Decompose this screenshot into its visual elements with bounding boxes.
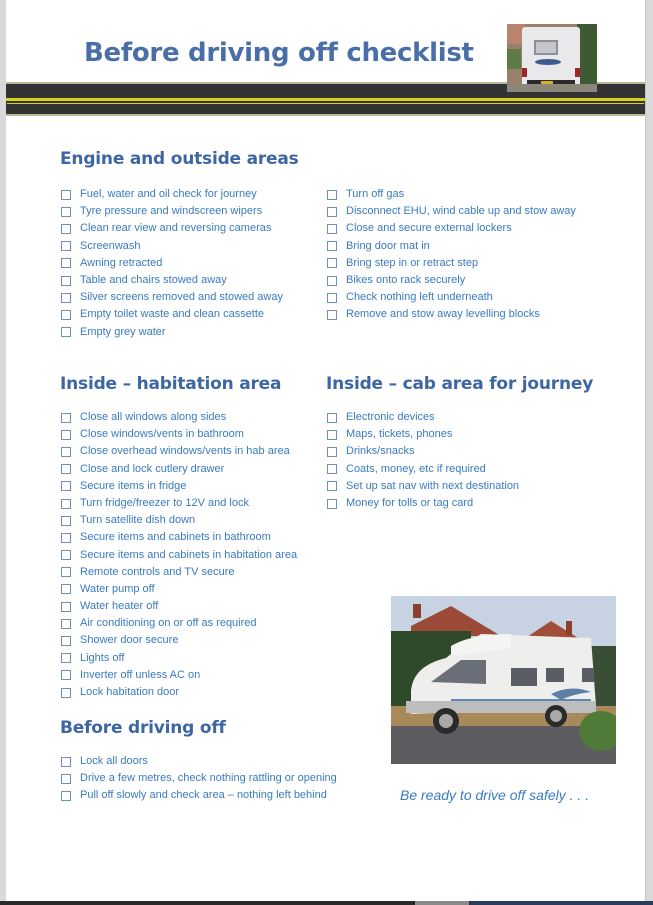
- checklist-item[interactable]: [61, 306, 283, 323]
- checklist-item[interactable]: [327, 220, 576, 237]
- checkbox[interactable]: [61, 293, 71, 303]
- checkbox[interactable]: [61, 447, 71, 457]
- checkbox[interactable]: [61, 619, 71, 629]
- checklist-item[interactable]: [61, 495, 297, 512]
- checklist-item[interactable]: [61, 443, 297, 460]
- checkbox[interactable]: [61, 499, 71, 509]
- checklist-item[interactable]: [61, 186, 283, 203]
- checkbox[interactable]: [61, 276, 71, 286]
- motorhome-side-image: [391, 596, 616, 764]
- item-label: Bring step in or retract step: [346, 256, 479, 269]
- checkbox[interactable]: [61, 310, 71, 320]
- checkbox[interactable]: [61, 533, 71, 543]
- item-label: Water pump off: [80, 582, 155, 595]
- item-label: Turn fridge/freezer to 12V and lock: [80, 496, 249, 509]
- checkbox[interactable]: [61, 550, 71, 560]
- item-label: Bring door mat in: [346, 239, 430, 252]
- checkbox[interactable]: [61, 190, 71, 200]
- section-title-driving: Before driving off: [60, 718, 226, 738]
- item-label: Set up sat nav with next destination: [346, 479, 520, 492]
- item-label: Empty grey water: [80, 325, 166, 338]
- checkbox[interactable]: [327, 413, 337, 423]
- item-label: Close overhead windows/vents in hab area: [80, 445, 290, 458]
- checkbox[interactable]: [61, 464, 71, 474]
- engine-right-list: [327, 186, 576, 324]
- checklist-item[interactable]: [61, 684, 297, 701]
- checklist-item[interactable]: [61, 529, 297, 546]
- checklist-item[interactable]: [61, 461, 297, 478]
- item-label: Silver screens removed and stowed away: [80, 291, 283, 304]
- item-label: Close and secure external lockers: [346, 222, 512, 235]
- checklist-item[interactable]: [61, 650, 297, 667]
- checklist-item[interactable]: [61, 426, 297, 443]
- item-label: Secure items and cabinets in bathroom: [80, 531, 271, 544]
- checklist-item[interactable]: [61, 787, 337, 804]
- engine-left-list: [61, 186, 283, 341]
- checklist-item[interactable]: [61, 289, 283, 306]
- item-label: Close windows/vents in bathroom: [80, 428, 244, 441]
- item-label: Awning retracted: [80, 256, 163, 269]
- item-label: Remove and stow away levelling blocks: [346, 308, 540, 321]
- section-title-cab: Inside – cab area for journey: [326, 374, 594, 394]
- item-label: Drinks/snacks: [346, 445, 415, 458]
- checkbox[interactable]: [61, 516, 71, 526]
- page-title: Before driving off checklist: [84, 38, 474, 68]
- checklist-item[interactable]: [327, 443, 519, 460]
- footer-caption: Be ready to drive off safely . . .: [400, 787, 590, 803]
- checklist-item[interactable]: [327, 255, 576, 272]
- item-label: Secure items and cabinets in habitation area: [80, 548, 298, 561]
- checkbox[interactable]: [327, 276, 337, 286]
- checklist-item[interactable]: [327, 272, 576, 289]
- checklist-item[interactable]: [327, 289, 576, 306]
- driving-list: [61, 753, 337, 805]
- item-label: Secure items in fridge: [80, 479, 187, 492]
- item-label: Air conditioning on or off as required: [80, 617, 257, 630]
- item-label: Turn satellite dish down: [80, 514, 196, 527]
- checkbox[interactable]: [61, 327, 71, 337]
- checkbox[interactable]: [61, 670, 71, 680]
- checklist-item[interactable]: [327, 306, 576, 323]
- item-label: Shower door secure: [80, 634, 179, 647]
- item-label: Table and chairs stowed away: [80, 273, 227, 286]
- item-label: Tyre pressure and windscreen wipers: [80, 205, 263, 218]
- checklist-item[interactable]: [327, 203, 576, 220]
- item-label: Inverter off unless AC on: [80, 668, 201, 681]
- cab-list: [327, 409, 519, 512]
- checklist-item[interactable]: [61, 632, 297, 649]
- checklist-item[interactable]: [61, 324, 283, 341]
- checklist-item[interactable]: [327, 478, 519, 495]
- checkbox[interactable]: [61, 207, 71, 217]
- item-label: Disconnect EHU, wind cable up and stow away: [346, 205, 576, 218]
- checkbox[interactable]: [327, 481, 337, 491]
- checkbox[interactable]: [61, 653, 71, 663]
- checkbox[interactable]: [61, 602, 71, 612]
- checkbox[interactable]: [327, 293, 337, 303]
- checkbox[interactable]: [327, 190, 337, 200]
- checklist-page: [6, 0, 646, 901]
- item-label: Pull off slowly and check area – nothing left behind: [80, 789, 327, 802]
- motorhome-rear-photo: [507, 24, 597, 92]
- checklist-item[interactable]: [61, 581, 297, 598]
- checklist-item[interactable]: [61, 272, 283, 289]
- checkbox[interactable]: [61, 430, 71, 440]
- checkbox[interactable]: [61, 258, 71, 268]
- checkbox[interactable]: [61, 481, 71, 491]
- checklist-item[interactable]: [327, 186, 576, 203]
- checkbox[interactable]: [327, 258, 337, 268]
- section-title-engine: Engine and outside areas: [60, 149, 299, 169]
- checklist-item[interactable]: [61, 615, 297, 632]
- checkbox[interactable]: [61, 791, 71, 801]
- item-label: Remote controls and TV secure: [80, 565, 235, 578]
- checkbox[interactable]: [61, 636, 71, 646]
- item-label: Money for tolls or tag card: [346, 496, 474, 509]
- item-label: Bikes onto rack securely: [346, 273, 466, 286]
- checkbox[interactable]: [327, 464, 337, 474]
- item-label: Clean rear view and reversing cameras: [80, 222, 272, 235]
- checkbox[interactable]: [327, 241, 337, 251]
- checkbox[interactable]: [61, 757, 71, 767]
- checklist-item[interactable]: [61, 753, 337, 770]
- item-label: Close and lock cutlery drawer: [80, 462, 225, 475]
- checkbox[interactable]: [327, 430, 337, 440]
- checkbox[interactable]: [61, 413, 71, 423]
- checklist-item[interactable]: [327, 238, 576, 255]
- checklist-item[interactable]: [61, 203, 283, 220]
- item-label: Fuel, water and oil check for journey: [80, 188, 257, 200]
- item-label: Lock all doors: [80, 755, 148, 767]
- checkbox[interactable]: [327, 224, 337, 234]
- habitation-list: [61, 409, 297, 701]
- checklist-item[interactable]: [61, 238, 283, 255]
- section-title-habitation: Inside – habitation area: [60, 374, 282, 394]
- item-label: Coats, money, etc if required: [346, 462, 486, 475]
- checkbox[interactable]: [61, 688, 71, 698]
- checklist-item[interactable]: [61, 255, 283, 272]
- checklist-item[interactable]: [61, 478, 297, 495]
- checklist-item[interactable]: [61, 512, 297, 529]
- item-label: Turn off gas: [346, 188, 405, 200]
- checkbox[interactable]: [327, 207, 337, 217]
- checkbox[interactable]: [61, 567, 71, 577]
- item-label: Maps, tickets, phones: [346, 428, 453, 441]
- checkbox[interactable]: [61, 774, 71, 784]
- road-center-line: [6, 98, 645, 101]
- item-label: Close all windows along sides: [80, 411, 227, 423]
- item-label: Drive a few metres, check nothing rattling or opening: [80, 772, 337, 785]
- item-label: Electronic devices: [346, 411, 435, 423]
- item-label: Lock habitation door: [80, 686, 180, 698]
- checklist-item[interactable]: [327, 461, 519, 478]
- checklist-item[interactable]: [327, 426, 519, 443]
- item-label: Check nothing left underneath: [346, 291, 493, 304]
- checklist-item[interactable]: [327, 409, 519, 426]
- checklist-item[interactable]: [61, 564, 297, 581]
- checkbox[interactable]: [61, 224, 71, 234]
- checkbox[interactable]: [327, 447, 337, 457]
- motorhome-side-photo: [391, 596, 616, 764]
- checklist-item[interactable]: [61, 220, 283, 237]
- item-label: Lights off: [80, 651, 125, 664]
- motorhome-rear-image: [507, 24, 597, 92]
- checklist-item[interactable]: [61, 547, 297, 564]
- checkbox[interactable]: [61, 584, 71, 594]
- item-label: Empty toilet waste and clean cassette: [80, 308, 265, 321]
- checkbox[interactable]: [61, 241, 71, 251]
- taskbar-segment: [415, 901, 469, 905]
- checkbox[interactable]: [327, 310, 337, 320]
- item-label: Screenwash: [80, 239, 141, 252]
- taskbar-segment: [470, 901, 653, 905]
- checklist-item[interactable]: [61, 667, 297, 684]
- checkbox[interactable]: [327, 499, 337, 509]
- checklist-item[interactable]: [327, 495, 519, 512]
- bottom-taskbar-strip: [0, 901, 653, 905]
- item-label: Water heater off: [80, 600, 159, 613]
- checklist-item[interactable]: [61, 598, 297, 615]
- checklist-item[interactable]: [61, 770, 337, 787]
- checklist-item[interactable]: [61, 409, 297, 426]
